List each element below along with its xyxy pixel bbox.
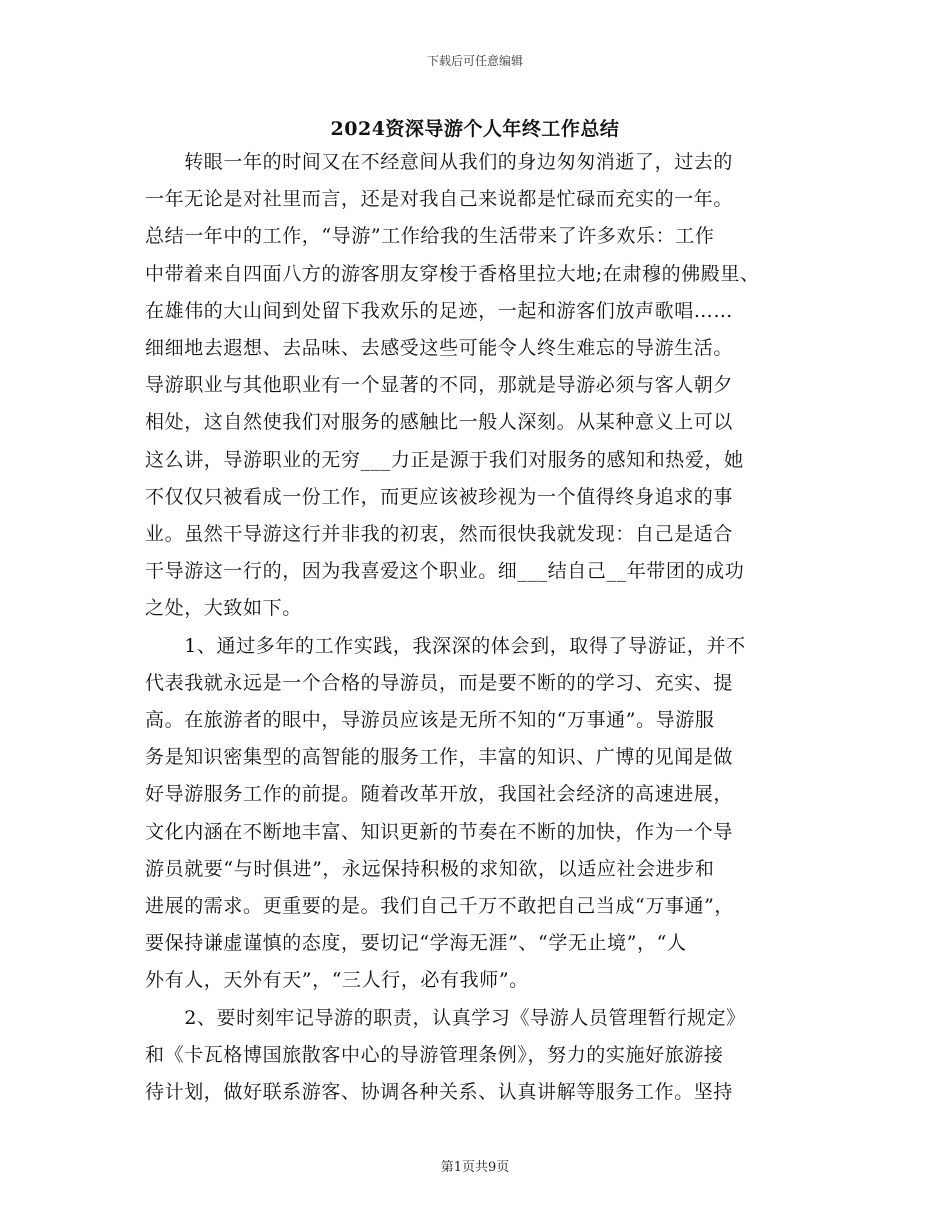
body-line: 中带着来自四面八方的游客朋友穿梭于香格里拉大地;在肃穆的佛殿里、	[145, 262, 760, 285]
body-line: 2、要时刻牢记导游的职责，认真学习《导游人员管理暂行规定》	[145, 1006, 746, 1029]
body-line: 高。在旅游者的眼中，导游员应该是无所不知的“万事通”。导游服	[145, 709, 715, 731]
body-line: 游员就要“与时俱进”，永远保持积极的求知欲，以适应社会进步和	[145, 857, 715, 880]
body-line: 一年无论是对社里而言，还是对我自己来说都是忙碌而充实的一年。	[145, 188, 734, 211]
body-line: 代表我就永远是一个合格的导游员，而是要不断的的学习、充实、提	[145, 671, 734, 694]
body-line: 要保持谦虚谨慎的态度，要切记“学海无涯”、“学无止境”，“人	[145, 932, 687, 955]
page-footer: 第1页共9页	[440, 1160, 510, 1175]
body-line: 不仅仅只被看成一份工作，而更应该被珍视为一个值得终身追求的事	[145, 485, 734, 508]
body-line: 和《卡瓦格博国旅散客中心的导游管理条例》，努力的实施好旅游接	[145, 1043, 724, 1066]
body-line: 务是知识密集型的高智能的服务工作，丰富的知识、广博的见闻是做	[145, 746, 734, 769]
body-line: 细细地去遐想、去品味、去感受这些可能令人终生难忘的导游生活。	[145, 337, 734, 359]
body-line: 好导游服务工作的前提。随着改革开放，我国社会经济的高速进展，	[145, 783, 734, 806]
header-note: 下载后可任意编辑	[426, 54, 523, 68]
body-line: 转眼一年的时间又在不经意间从我们的身边匆匆消逝了，过去的	[145, 151, 734, 173]
body-line: 外有人，天外有天”，“三人行，必有我师”。	[145, 969, 529, 992]
body-line: 进展的需求。更重要的是。我们自己千万不敢把自己当成“万事通”，	[145, 895, 735, 917]
body-line: 1、通过多年的工作实践，我深深的体会到，取得了导游证，并不	[145, 634, 746, 657]
document-title: 2024资深导游个人年终工作总结	[330, 118, 620, 140]
body-line: 导游职业与其他职业有一个显著的不同，那就是导游必须与客人朝夕	[145, 374, 734, 397]
body-line: 业。虽然干导游这行并非我的初衷，然而很快我就发现：自己是适合	[145, 523, 734, 545]
body-line: 在雄伟的大山间到处留下我欢乐的足迹，一起和游客们放声歌唱……	[145, 299, 734, 322]
body-line: 待计划，做好联系游客、协调各种关系、认真讲解等服务工作。坚持	[145, 1081, 734, 1103]
body-line: 干导游这一行的，因为我喜爱这个职业。细___结自己__年带团的成功	[145, 560, 745, 583]
body-line: 文化内涵在不断地丰富、知识更新的节奏在不断的加快，作为一个导	[145, 820, 734, 843]
body-line: 之处，大致如下。	[145, 597, 302, 620]
body-line: 这么讲，导游职业的无穷___力正是源于我们对服务的感知和热爱，她	[145, 448, 744, 471]
body-line: 相处，这自然使我们对服务的感触比一般人深刻。从某种意义上可以	[145, 411, 734, 434]
body-line: 总结一年中的工作，“导游”工作给我的生活带来了许多欢乐：工作	[145, 225, 715, 248]
